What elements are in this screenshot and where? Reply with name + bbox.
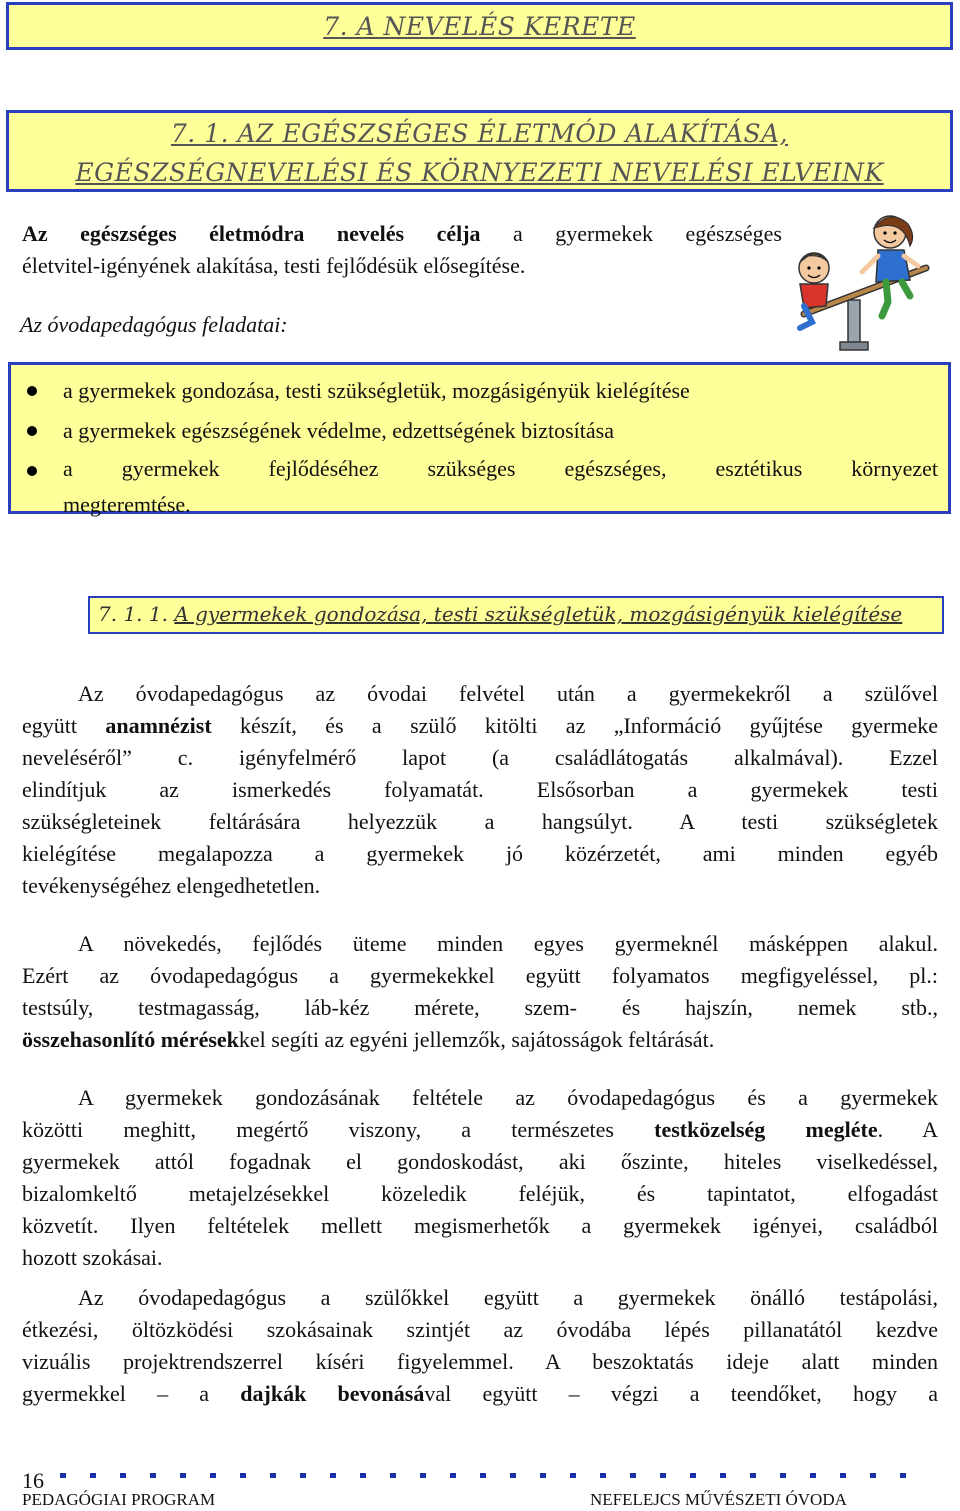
section-title-line1: 7. 1. AZ EGÉSZSÉGES ÉLETMÓD ALAKÍTÁSA,	[170, 119, 789, 148]
tasks-label: Az óvodapedagógus feladatai:	[20, 312, 288, 337]
footer-dot	[90, 1473, 96, 1478]
footer-dot	[480, 1473, 486, 1478]
footer-dot	[300, 1473, 306, 1478]
goal-line2: életvitel-igényének alakítása, testi fejlődésük elősegítése.	[22, 253, 526, 278]
footer-dot	[720, 1473, 726, 1478]
bullet-icon	[27, 426, 37, 436]
children-seesaw-illustration	[786, 206, 948, 356]
chapter-title: 7. A NEVELÉS KERETE	[323, 12, 636, 41]
footer-dot	[210, 1473, 216, 1478]
footer-dot	[60, 1473, 66, 1478]
footer-dot	[450, 1473, 456, 1478]
footer-dot	[150, 1473, 156, 1478]
footer-dotted-rule	[60, 1472, 940, 1480]
paragraph-anamnesis: Az óvodapedagógus az óvodai felvétel után a gyermekekről a szülővel együtt anamnézist készít, és a szülő kitölti az „Információ gyűjtése gyermeke neveléséről” c. igényfelmérő lapot (a családlátogatás alkalmával). Ezzel elindítjuk az ismerkedés folyamatát. Elsősorban a gyermekek testi szükségleteinek feltárására helyezzük a hangsúlyt. A testi szükségletek kielégítése megalapozza a gyermekek jó közérzetét, ami minden egyéb tevékenységéhez elengedhetetlen.	[22, 681, 938, 898]
tasks-box	[8, 362, 951, 517]
goal-line1-rest: a gyermekek egészséges	[480, 221, 782, 246]
task-item: a gyermekek egészségének védelme, edzettségének biztosítása	[25, 411, 938, 451]
footer-left-text: PEDAGÓGIAI PROGRAM	[22, 1490, 216, 1509]
bullet-icon	[27, 386, 37, 396]
footer-dot	[870, 1473, 876, 1478]
footer-dot	[540, 1473, 546, 1478]
footer-dot	[270, 1473, 276, 1478]
footer-dot	[630, 1473, 636, 1478]
footer-dot	[390, 1473, 396, 1478]
footer-dot	[570, 1473, 576, 1478]
task-item: a gyermekek fejlődéséhez szükséges egészséges, esztétikus környezet megteremtése.	[25, 451, 938, 523]
footer-dot	[510, 1473, 516, 1478]
chapter-title-box	[6, 2, 953, 50]
footer-dot	[780, 1473, 786, 1478]
footer-right-text: NEFELEJCS MŰVÉSZETI ÓVODA	[590, 1490, 847, 1509]
footer-dot	[120, 1473, 126, 1478]
footer-dot	[750, 1473, 756, 1478]
paragraph-growth: A növekedés, fejlődés üteme minden egyes gyermeknél másképpen alakul. Ezért az óvodapedagógus a gyermekekkel együtt folyamatos megfigyeléssel, pl.: testsúly, testmagasság, láb-kéz mérete, szem- és hajszín, nemek stb., összehasonlító mérésekkel segíti az egyéni jellemzők, sajátosságok feltárását.	[22, 931, 938, 1052]
footer-dot	[360, 1473, 366, 1478]
footer-dot	[420, 1473, 426, 1478]
footer-dot	[840, 1473, 846, 1478]
footer-dot	[240, 1473, 246, 1478]
footer-dot	[810, 1473, 816, 1478]
task-item: a gyermekek gondozása, testi szükségletük, mozgásigényük kielégítése	[25, 371, 938, 411]
footer-dot	[180, 1473, 186, 1478]
goal-paragraph	[22, 218, 782, 282]
footer-dot	[900, 1473, 906, 1478]
section-title-box	[6, 110, 953, 192]
subsection-title-box	[88, 596, 944, 634]
goal-bold: Az egészséges életmódra nevelés célja	[22, 221, 481, 246]
footer-dot	[660, 1473, 666, 1478]
footer-dot	[330, 1473, 336, 1478]
paragraph-care-conditions: A gyermekek gondozásának feltétele az óvodapedagógus és a gyermekek közötti meghitt, megértő viszony, a természetes testközelség megléte. A gyermekek attól fogadnak el gondoskodást, aki őszinte, hiteles viselkedéssel, bizalomkeltő metajelzésekkel közeledik feléjük, és tapintatot, elfogadást közvetít. Ilyen feltételek mellett megismerhetők a gyermekek igényei, családból hozott szokásai.	[22, 1085, 938, 1270]
section-title-line2: EGÉSZSÉGNEVELÉSI ÉS KÖRNYEZETI NEVELÉSI ELVEINK	[75, 158, 884, 187]
footer-dot	[600, 1473, 606, 1478]
footer-dot	[690, 1473, 696, 1478]
bullet-icon	[27, 466, 37, 476]
subsection-title: 7. 1. 1. A gyermekek gondozása, testi szükségletük, mozgásigényük kielégítése	[98, 602, 903, 626]
page-number: 16	[22, 1468, 44, 1493]
paragraph-hygiene-habits: Az óvodapedagógus a szülőkkel együtt a gyermekek önálló testápolási, étkezési, öltözködési szokásainak szintjét az óvodába lépés pillanatától kezdve vizuális projektrendszerrel kíséri figyelemmel. A beszoktatás ideje alatt minden gyermekkel – a dajkák bevonásával együtt – végzi a teendőket, hogy a	[22, 1285, 938, 1406]
